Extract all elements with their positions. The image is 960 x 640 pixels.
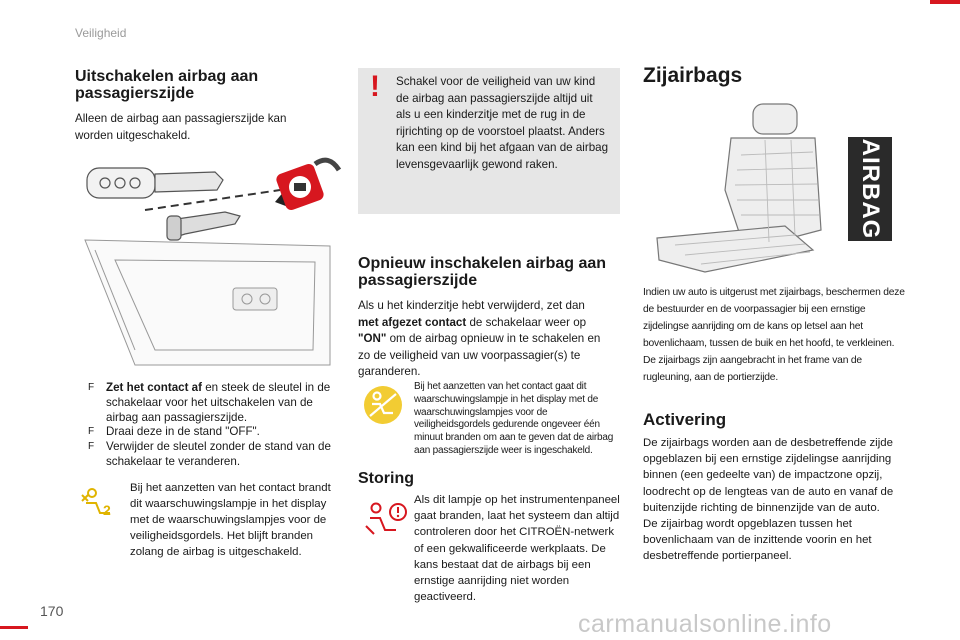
bullet-marker: F — [88, 426, 95, 438]
airbag-off-warning-icon — [80, 485, 116, 521]
reactivate-text-part: om de airbag opnieuw in te schakelen en zo de veiligheid van uw voorpassagier(s) te garanderen. — [358, 332, 601, 378]
page-number: 170 — [40, 603, 64, 619]
step-3-text: Verwijder de sleutel zonder de stand van de schakelaar te veranderen. — [106, 440, 331, 468]
airbag-on-warning-icon — [362, 384, 404, 426]
step-3 — [88, 440, 343, 470]
deactivate-note: Bij het aanzetten van het contact brandt dit waarschuwingslampje in het display met de waarschuwingslampjes voor de veiligheidsgordels. Het blijft branden zolang de airbag is uitgeschakeld. — [130, 482, 331, 558]
warning-text: Schakel voor de veiligheid van uw kind de airbag aan passagierszijde altijd uit als u een kinderzitje met de rug in de rijrichting op de voorstoel plaatst. Anders kan een kind bij het afgaan van de airbag levensgevaarlijk gewond raken. — [396, 75, 609, 171]
seat-illustration — [645, 100, 845, 278]
reactivate-title: Opnieuw inschakelen airbag aan passagierszijde — [358, 255, 607, 289]
reactivate-text-part: Als u het kinderzitje hebt verwijderd, zet dan — [358, 299, 585, 312]
footer-accent-line — [0, 626, 28, 629]
airbag-fault-icon — [362, 500, 408, 542]
side-airbags-title: Zijairbags — [643, 64, 743, 87]
section-label: Veiligheid — [75, 26, 127, 40]
section-reactivate — [358, 255, 620, 381]
reactivate-text-part: de schakelaar weer op — [466, 315, 587, 329]
reactivate-on-label: "ON" — [358, 332, 387, 345]
step-1-bold: Zet het contact af — [106, 381, 202, 394]
storing-text: Als dit lampje op het instrumentenpaneel gaat branden, laat het systeem dan altijd controleren door het CITROËN-netwerk of een gekwalificeerde werkplaats. De kans bestaat dat de airbags bij een ernstige aanrijding niet worden geactiveerd. — [414, 494, 620, 604]
activering-title: Activering — [643, 410, 727, 429]
deactivate-steps — [88, 381, 343, 470]
section-deactivate — [75, 68, 345, 144]
watermark: carmanualsonline.info — [578, 610, 832, 638]
side-airbags-description: Indien uw auto is uitgerust met zijairbags, beschermen deze de bestuurder en de voorpassagier bij een ernstige zijdelingse aanrijding om de kans op letsel aan het bovenlichaam, tussen de buik en het hoofd, te verkleinen. De zijairbags zijn aangebracht in het frame van de rugleuning, aan de portierzijde. — [643, 287, 905, 383]
reactivate-bold-part: met afgezet contact — [358, 315, 467, 329]
reactivate-note: Bij het aanzetten van het contact gaat dit waarschuwingslampje in het display met de waarschuwingslampjes voor de veiligheidsgordels gedurende ongeveer één minuut branden om aan te geven dat de airbag aan passagierszijde weer is ingeschakeld. — [414, 381, 614, 456]
airbag-label-badge — [848, 137, 892, 241]
airbag-label: AIRBAG — [857, 138, 884, 240]
warning-exclamation-icon: ! — [370, 70, 380, 103]
activering-text: De zijairbags worden aan de desbetreffende zijde opgeblazen bij een ernstige zijdelingse aanrijding binnen (een gedeelte van) de impactzone opzij, loodrecht op de lengteas van de auto en vanaf de buitenzijde richting de binnenzijde van de auto. De zijairbag wordt opgeblazen tussen het bovenlichaam van de inzittende voorin en het desbetreffende portierpaneel. — [643, 437, 894, 563]
step-2-text: Draai deze in de stand "OFF". — [106, 425, 260, 439]
bullet-marker: F — [88, 441, 95, 453]
reactivate-text — [358, 298, 608, 381]
deactivate-title: Uitschakelen airbag aan passagierszijde — [75, 68, 259, 102]
svg-text:2: 2 — [103, 502, 111, 518]
step-1 — [88, 381, 343, 425]
bullet-marker: F — [88, 382, 95, 393]
deactivate-intro: Alleen de airbag aan passagierszijde kan worden uitgeschakeld. — [75, 112, 287, 142]
key-switch-illustration — [75, 150, 345, 380]
step-1-text: en steek de sleutel in de schakelaar voor het uitschakelen van de airbag aan passagierszijde. — [106, 381, 331, 424]
header-accent-line — [930, 0, 960, 4]
child-seat-warning-box — [358, 68, 620, 214]
step-2 — [88, 425, 343, 440]
storing-title: Storing — [358, 470, 414, 487]
